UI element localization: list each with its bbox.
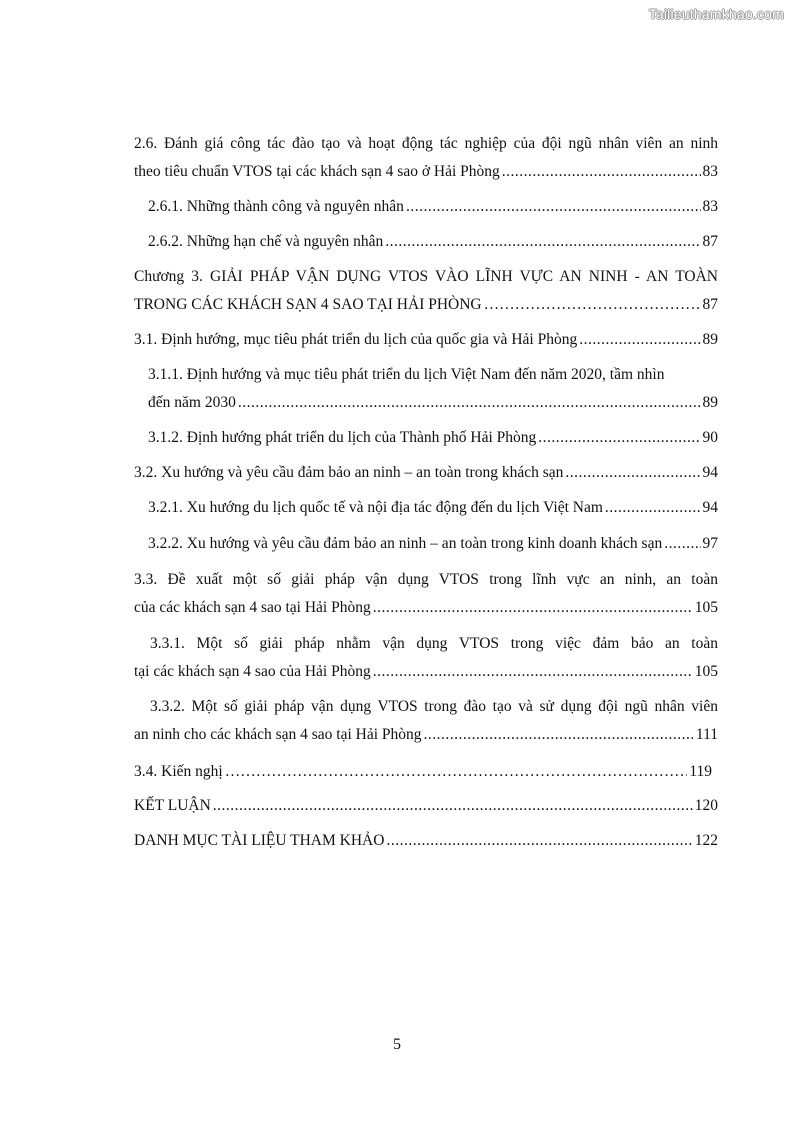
leader-dots [565, 459, 700, 487]
toc-entry-text-line2: tại các khách sạn 4 sao của Hải Phòng [134, 663, 371, 680]
leader-dots [213, 792, 693, 820]
toc-entry-3-1-2[interactable] [148, 424, 718, 452]
leader-dots [406, 193, 701, 221]
toc-page-number: 89 [702, 394, 718, 411]
watermark-text: Tailieuthamkhao.com [648, 6, 784, 22]
toc-entry-text: DANH MỤC TÀI LIỆU THAM KHẢO [134, 832, 385, 849]
toc-page-number: 97 [702, 535, 718, 552]
toc-page-number: 105 [694, 663, 718, 680]
toc-page-number: 105 [694, 599, 718, 616]
leader-dots [385, 228, 700, 256]
toc-page-number: 122 [694, 832, 718, 849]
toc-page-number: 87 [702, 296, 718, 313]
toc-entry-3-2[interactable] [134, 459, 718, 487]
toc-entry-text-line2: đến năm 2030 [148, 394, 236, 411]
toc-entry-text: KẾT LUẬN [134, 797, 211, 814]
toc-entry-3-2-2[interactable] [148, 530, 718, 558]
toc-entry-3-3-2[interactable] [134, 693, 718, 749]
toc-page-number: 94 [702, 499, 718, 516]
toc-entry-3-1-1[interactable] [148, 361, 718, 417]
toc-entry-text-line2: của các khách sạn 4 sao tại Hải Phòng [134, 599, 371, 616]
toc-page-number: 111 [695, 726, 718, 743]
toc-page-number: 90 [702, 429, 718, 446]
toc-entry-3-2-1[interactable] [148, 494, 718, 522]
toc-entry-3-1[interactable] [134, 326, 718, 354]
toc-entry-text: 2.6.2. Những hạn chế và nguyên nhân [148, 233, 384, 250]
toc-entry-text: 3.1.2. Định hướng phát triển du lịch của Thành phố Hải Phòng [148, 429, 537, 446]
toc-entry-2-6-2[interactable] [148, 228, 718, 256]
toc-entry-ket-luan[interactable] [134, 792, 718, 820]
toc-entry-tai-lieu[interactable] [134, 827, 718, 855]
leader-dots [484, 291, 701, 319]
toc-entry-text: 3.2.1. Xu hướng du lịch quốc tế và nội địa tác động đến du lịch Việt Nam [148, 499, 603, 516]
toc-entry-2-6-1[interactable] [148, 193, 718, 221]
leader-dots [373, 658, 693, 686]
toc-entry-text-line2: TRONG CÁC KHÁCH SẠN 4 SAO TẠI HẢI PHÒNG [134, 296, 482, 313]
toc-entry-text-line1: 3.3.2. Một số giải pháp vận dụng VTOS trong đào tạo và sử dụng đội ngũ nhân viên [150, 698, 718, 715]
toc-entry-2-6[interactable] [134, 130, 718, 186]
leader-dots [664, 530, 700, 558]
toc-page-number: 83 [702, 163, 718, 180]
toc-entry-3-3-1[interactable] [134, 630, 718, 686]
toc-page-number: 120 [694, 797, 718, 814]
leader-dots [386, 827, 692, 855]
toc-entry-text: 2.6.1. Những thành công và nguyên nhân [148, 198, 404, 215]
toc-page-number: 87 [702, 233, 718, 250]
toc-entry-text: 3.2.2. Xu hướng và yêu cầu đảm bảo an ninh – an toàn trong kinh doanh khách sạn [148, 535, 663, 552]
toc-entry-text-line2: theo tiêu chuẩn VTOS tại các khách sạn 4 sao ở Hải Phòng [134, 163, 500, 180]
page-number: 5 [393, 1036, 401, 1053]
leader-dots [538, 424, 700, 452]
leader-dots [605, 494, 701, 522]
toc-entry-text-line2: an ninh cho các khách sạn 4 sao tại Hải Phòng [134, 726, 422, 743]
toc-entry-text-line1: 3.3.1. Một số giải pháp nhằm vận dụng VTOS trong việc đảm bảo an toàn [150, 635, 718, 652]
toc-entry-3-4[interactable] [134, 758, 712, 786]
toc-entry-text-line1: Chương 3. GIẢI PHÁP VẬN DỤNG VTOS VÀO LĨNH VỰC AN NINH - AN TOÀN [134, 268, 718, 285]
toc-page-number: 119 [689, 763, 712, 780]
leader-dots [238, 389, 701, 417]
leader-dots [579, 326, 700, 354]
toc-entry-text-line1: 3.1.1. Định hướng và mục tiêu phát triển du lịch Việt Nam đến năm 2020, tầm nhìn [148, 366, 665, 383]
toc-entry-chapter-3[interactable] [134, 263, 718, 319]
toc-entry-3-3[interactable] [134, 566, 718, 622]
toc-page-number: 83 [702, 198, 718, 215]
toc-page-number: 94 [702, 464, 718, 481]
leader-dots [225, 758, 688, 786]
leader-dots [502, 158, 701, 186]
toc-entry-text: 3.4. Kiến nghị [134, 763, 223, 780]
toc-entry-text: 3.2. Xu hướng và yêu cầu đảm bảo an ninh – an toàn trong khách sạn [134, 464, 564, 481]
toc-page-number: 89 [702, 331, 718, 348]
toc-entry-text-line1: 2.6. Đánh giá công tác đào tạo và hoạt động tác nghiệp của đội ngũ nhân viên an ninh [134, 135, 718, 152]
toc-entry-text-line1: 3.3. Đề xuất một số giải pháp vận dụng VTOS trong lĩnh vực an ninh, an toàn [134, 571, 718, 588]
toc-entry-text: 3.1. Định hướng, mục tiêu phát triển du lịch của quốc gia và Hải Phòng [134, 331, 578, 348]
leader-dots [424, 721, 694, 749]
leader-dots [373, 594, 693, 622]
